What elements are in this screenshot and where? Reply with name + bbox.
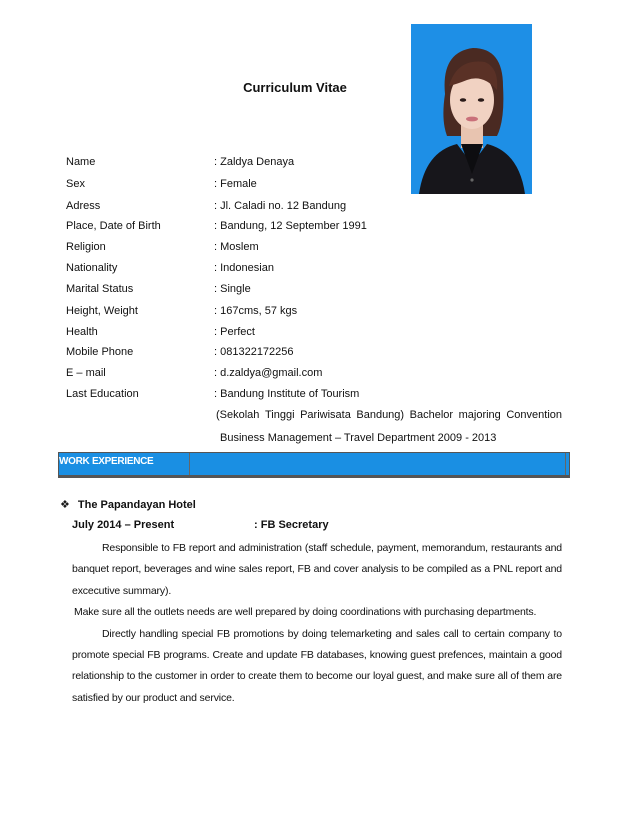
education-detail-line [216, 409, 562, 421]
info-label: Height, Weight [66, 305, 138, 317]
section-header-bar [58, 452, 570, 476]
info-value: : Bandung Institute of Tourism [214, 388, 360, 400]
info-label: Religion [66, 241, 106, 253]
info-label: Health [66, 326, 98, 338]
info-value: : Female [214, 178, 257, 190]
job-description-paragraph: Directly handling special FB promotions by doing telemarketing and sales call to certain company to promote special FB programs. Create and update FB databases, knowing guest prefences, maintain a good relationship to the customer in order to create them to become our loyal guest, and make sure all of them are satisfied by our product and service. [72, 627, 562, 704]
section-header-work-experience: WORK EXPERIENCE [59, 456, 154, 467]
info-value: : 081322172256 [214, 346, 294, 358]
section-header-shadow [58, 475, 570, 478]
education-word: Pariwisata [300, 409, 351, 421]
education-word: Tinggi [264, 409, 295, 421]
info-value: : 167cms, 57 kgs [214, 305, 298, 317]
job-company [60, 498, 196, 511]
info-label: Adress [66, 200, 101, 212]
company-name: The Papandayan Hotel [77, 499, 196, 511]
info-value: : Jl. Caladi no. 12 Bandung [214, 200, 347, 212]
info-label: Nationality [66, 262, 118, 274]
info-value: : Zaldya Denaya [214, 156, 295, 168]
education-word: Convention [506, 409, 562, 421]
job-description [72, 538, 562, 709]
diamond-bullet-icon: ❖ [60, 499, 70, 511]
job-description-paragraph: Make sure all the outlets needs are well prepared by doing coordinations with purchasing departments. [74, 606, 537, 619]
info-value: : Perfect [214, 326, 255, 338]
info-label: Sex [66, 178, 85, 190]
education-word: Bandung) [356, 409, 405, 421]
info-value: : Bandung, 12 September 1991 [214, 220, 367, 232]
info-value: : Indonesian [214, 262, 274, 274]
education-word: (Sekolah [216, 409, 260, 421]
info-value: : Single [214, 283, 251, 295]
portrait-image [411, 24, 532, 194]
bar-divider [565, 453, 566, 475]
info-label: Last Education [66, 388, 139, 400]
info-value: : d.zaldya@gmail.com [214, 367, 323, 379]
education-word: majoring [458, 409, 501, 421]
info-value: : Moslem [214, 241, 259, 253]
education-word: Bachelor [409, 409, 454, 421]
job-date: July 2014 – Present [72, 519, 175, 531]
bar-divider [189, 453, 190, 475]
info-label: Name [66, 156, 96, 168]
document-title: Curriculum Vitae [243, 80, 347, 95]
profile-photo [411, 24, 532, 194]
education-detail-line-2: Business Management – Travel Department 2009 - 2013 [220, 432, 497, 444]
info-label: E – mail [66, 367, 106, 379]
info-label: Marital Status [66, 283, 134, 295]
info-label: Place, Date of Birth [66, 220, 161, 232]
job-position: : FB Secretary [254, 519, 329, 531]
job-description-paragraph: Responsible to FB report and administration (staff schedule, payment, memorandum, restaurants and banquet report, beverages and wine sales report, FB and cover analysis to be compiled as a PNL report and excecutive summary). [72, 542, 562, 597]
info-label: Mobile Phone [66, 346, 134, 358]
